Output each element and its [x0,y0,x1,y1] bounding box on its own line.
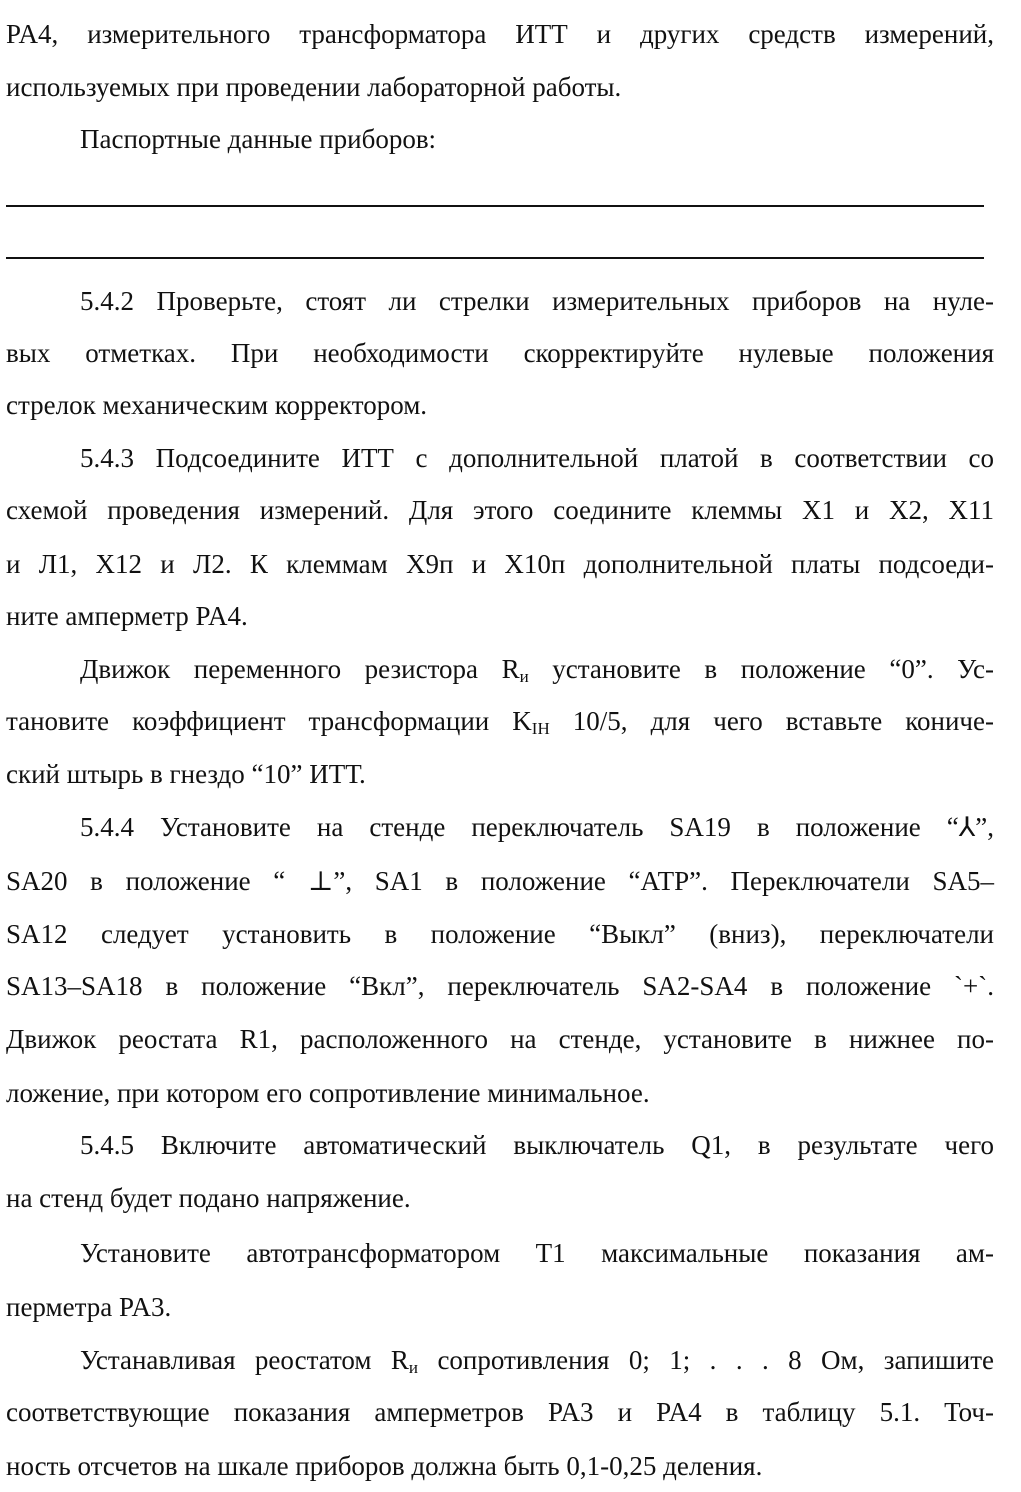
text-run: установите в положение “0”. Ус- [528,654,994,684]
text-line: Паспортные данные приборов: [80,124,437,154]
text-run: ”, [975,812,994,842]
text-line: ность отсчетов на шкале приборов должна быть 0,1-0,25 деления. [6,1451,763,1481]
text-line: стрелок механическим корректором. [6,390,428,420]
text-line: SA13–SA18 в положение “Вкл”, переключатель SA2-SA4 в положение `+`. [6,971,994,1001]
text-line: и Л1, X12 и Л2. К клеммам X9п и X10п дополнительной платы подсоеди- [6,549,994,579]
text-line: на стенд будет подано напряжение. [6,1183,411,1213]
text-run: тановите коэффициент трансформации K [6,706,532,736]
text-line [80,652,994,686]
text-run: 10/5, для чего вставьте кониче- [549,706,994,736]
text-line [6,864,994,898]
text-line: ложение, при котором его сопротивление минимальное. [6,1078,650,1108]
star-connection-symbol: ⅄ [958,812,976,842]
subscript: и [519,667,529,686]
blank-fill-line [6,257,984,259]
text-line: перметра PA3. [6,1292,172,1322]
text-line: соответствующие показания амперметров PA3 и PA4 в таблицу 5.1. Точ- [6,1397,994,1427]
text-run: Устанавливая реостатом R [80,1345,409,1375]
text-line: ский штырь в гнездо “10” ИТТ. [6,759,366,789]
text-line: 5.4.2 Проверьте, стоят ли стрелки измерительных приборов на нуле- [80,286,994,316]
text-line: вых отметках. При необходимости скорректируйте нулевые положения [6,338,994,368]
text-line: PA4, измерительного трансформатора ИТТ и других средств измерений, [6,19,994,49]
subscript: IH [531,719,550,738]
text-line [6,704,994,738]
text-line [80,810,994,844]
text-run: сопротивления 0; 1; . . . 8 Ом, запишите [418,1345,995,1375]
text-line: 5.4.5 Включите автоматический выключатель Q1, в результате чего [80,1130,994,1160]
text-run: 5.4.4 Установите на стенде переключатель SA19 в положение “ [80,812,959,842]
text-line: 5.4.3 Подсоедините ИТТ с дополнительной платой в соответствии со [80,443,994,473]
text-line: Движок реостата R1, расположенного на стенде, установите в нижнее по- [6,1024,994,1054]
text-run: ”, SA1 в положение “АТР”. Переключатели SA5– [333,866,995,896]
text-run: SA20 в положение “ [6,866,308,896]
text-line: схемой проведения измерений. Для этого соедините клеммы X1 и X2, X11 [6,495,994,525]
text-line: SA12 следует установить в положение “Выкл” (вниз), переключатели [6,919,994,949]
text-line: используемых при проведении лабораторной работы. [6,72,622,102]
text-line: ните амперметр PA4. [6,601,248,631]
text-run: Движок переменного резистора R [80,654,520,684]
text-line: Установите автотрансформатором T1 максимальные показания ам- [80,1238,994,1268]
blank-fill-line [6,205,984,207]
subscript: и [408,1358,419,1377]
text-line [80,1343,994,1377]
ground-symbol: ⊥ [307,866,334,896]
